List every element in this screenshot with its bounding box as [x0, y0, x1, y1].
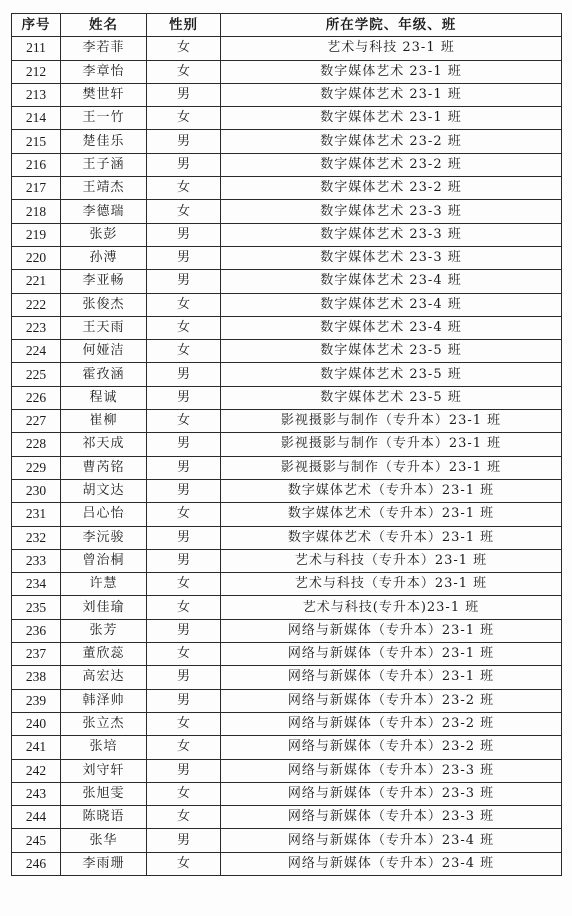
cell-class: 网络与新媒体（专升本）23-2 班 — [221, 736, 562, 759]
table-row — [12, 596, 562, 619]
table-row — [12, 782, 562, 805]
table-row — [12, 410, 562, 433]
cell-name: 张华 — [61, 829, 147, 852]
cell-gender: 男 — [147, 433, 221, 456]
cell-class: 艺术与科技(专升本)23-1 班 — [221, 596, 562, 619]
cell-name: 王靖杰 — [61, 177, 147, 200]
cell-gender: 女 — [147, 503, 221, 526]
cell-gender: 男 — [147, 456, 221, 479]
cell-gender: 男 — [147, 526, 221, 549]
table-row — [12, 526, 562, 549]
cell-class: 数字媒体艺术 23-1 班 — [221, 107, 562, 130]
cell-name: 曾治桐 — [61, 549, 147, 572]
cell-number: 222 — [12, 293, 61, 316]
cell-name: 张俊杰 — [61, 293, 147, 316]
cell-number: 215 — [12, 130, 61, 153]
cell-gender: 女 — [147, 736, 221, 759]
cell-number: 213 — [12, 83, 61, 106]
cell-class: 网络与新媒体（专升本）23-1 班 — [221, 619, 562, 642]
cell-name: 张旭雯 — [61, 782, 147, 805]
cell-class: 影视摄影与制作（专升本）23-1 班 — [221, 456, 562, 479]
table-row — [12, 829, 562, 852]
cell-number: 225 — [12, 363, 61, 386]
cell-gender: 男 — [147, 270, 221, 293]
table-row — [12, 736, 562, 759]
cell-gender: 女 — [147, 37, 221, 60]
cell-name: 刘守轩 — [61, 759, 147, 782]
cell-name: 崔柳 — [61, 410, 147, 433]
cell-number: 211 — [12, 37, 61, 60]
cell-class: 数字媒体艺术 23-3 班 — [221, 223, 562, 246]
cell-number: 219 — [12, 223, 61, 246]
table-row — [12, 712, 562, 735]
cell-name: 霍孜涵 — [61, 363, 147, 386]
cell-number: 229 — [12, 456, 61, 479]
cell-number: 228 — [12, 433, 61, 456]
cell-gender: 男 — [147, 829, 221, 852]
cell-gender: 男 — [147, 619, 221, 642]
cell-number: 221 — [12, 270, 61, 293]
cell-number: 240 — [12, 712, 61, 735]
cell-class: 艺术与科技（专升本）23-1 班 — [221, 549, 562, 572]
cell-gender: 男 — [147, 479, 221, 502]
table-row — [12, 573, 562, 596]
cell-class: 数字媒体艺术 23-2 班 — [221, 153, 562, 176]
table-row — [12, 549, 562, 572]
cell-number: 217 — [12, 177, 61, 200]
cell-gender: 男 — [147, 83, 221, 106]
cell-gender: 男 — [147, 363, 221, 386]
cell-number: 242 — [12, 759, 61, 782]
cell-name: 楚佳乐 — [61, 130, 147, 153]
cell-gender: 男 — [147, 689, 221, 712]
header-gender: 性别 — [147, 14, 221, 37]
table-row — [12, 107, 562, 130]
student-roster-table — [11, 13, 562, 876]
cell-class: 数字媒体艺术 23-5 班 — [221, 363, 562, 386]
cell-class: 网络与新媒体（专升本）23-1 班 — [221, 666, 562, 689]
cell-name: 李德瑞 — [61, 200, 147, 223]
cell-gender: 男 — [147, 759, 221, 782]
cell-gender: 女 — [147, 782, 221, 805]
table-row — [12, 479, 562, 502]
table-row — [12, 293, 562, 316]
table-header-row — [12, 14, 562, 37]
cell-class: 影视摄影与制作（专升本）23-1 班 — [221, 410, 562, 433]
cell-class: 数字媒体艺术（专升本）23-1 班 — [221, 503, 562, 526]
table-body — [12, 37, 562, 876]
table-row — [12, 363, 562, 386]
cell-gender: 女 — [147, 806, 221, 829]
cell-class: 数字媒体艺术 23-2 班 — [221, 177, 562, 200]
cell-number: 233 — [12, 549, 61, 572]
table-row — [12, 689, 562, 712]
cell-name: 董欣蕊 — [61, 643, 147, 666]
cell-name: 李沅骏 — [61, 526, 147, 549]
cell-number: 226 — [12, 386, 61, 409]
cell-name: 张立杰 — [61, 712, 147, 735]
table-row — [12, 246, 562, 269]
cell-name: 韩泽帅 — [61, 689, 147, 712]
header-number: 序号 — [12, 14, 61, 37]
cell-class: 网络与新媒体（专升本）23-3 班 — [221, 782, 562, 805]
cell-gender: 女 — [147, 107, 221, 130]
cell-number: 223 — [12, 316, 61, 339]
table-row — [12, 270, 562, 293]
cell-number: 232 — [12, 526, 61, 549]
cell-gender: 男 — [147, 223, 221, 246]
table-row — [12, 643, 562, 666]
cell-number: 227 — [12, 410, 61, 433]
cell-number: 212 — [12, 60, 61, 83]
table-row — [12, 433, 562, 456]
table-row — [12, 759, 562, 782]
cell-name: 何娅洁 — [61, 340, 147, 363]
table-row — [12, 60, 562, 83]
table-row — [12, 386, 562, 409]
table-row — [12, 37, 562, 60]
cell-number: 230 — [12, 479, 61, 502]
cell-number: 241 — [12, 736, 61, 759]
cell-class: 数字媒体艺术（专升本）23-1 班 — [221, 479, 562, 502]
table-row — [12, 223, 562, 246]
cell-class: 数字媒体艺术 23-4 班 — [221, 293, 562, 316]
cell-number: 239 — [12, 689, 61, 712]
table-row — [12, 666, 562, 689]
cell-class: 影视摄影与制作（专升本）23-1 班 — [221, 433, 562, 456]
cell-name: 刘佳瑜 — [61, 596, 147, 619]
cell-gender: 女 — [147, 596, 221, 619]
cell-gender: 女 — [147, 573, 221, 596]
cell-name: 陈晓语 — [61, 806, 147, 829]
cell-name: 吕心怡 — [61, 503, 147, 526]
cell-class: 艺术与科技（专升本）23-1 班 — [221, 573, 562, 596]
cell-number: 231 — [12, 503, 61, 526]
cell-gender: 女 — [147, 410, 221, 433]
cell-number: 218 — [12, 200, 61, 223]
table-row — [12, 456, 562, 479]
cell-name: 王天雨 — [61, 316, 147, 339]
cell-number: 244 — [12, 806, 61, 829]
cell-gender: 女 — [147, 316, 221, 339]
cell-name: 樊世轩 — [61, 83, 147, 106]
table-row — [12, 130, 562, 153]
cell-class: 网络与新媒体（专升本）23-2 班 — [221, 689, 562, 712]
cell-number: 235 — [12, 596, 61, 619]
cell-gender: 男 — [147, 246, 221, 269]
cell-name: 李若菲 — [61, 37, 147, 60]
cell-number: 214 — [12, 107, 61, 130]
cell-name: 程诚 — [61, 386, 147, 409]
cell-class: 网络与新媒体（专升本）23-1 班 — [221, 643, 562, 666]
cell-gender: 女 — [147, 852, 221, 875]
table-row — [12, 852, 562, 875]
header-name: 姓名 — [61, 14, 147, 37]
cell-number: 246 — [12, 852, 61, 875]
cell-gender: 女 — [147, 200, 221, 223]
cell-gender: 女 — [147, 293, 221, 316]
cell-class: 网络与新媒体（专升本）23-3 班 — [221, 759, 562, 782]
cell-class: 数字媒体艺术 23-1 班 — [221, 83, 562, 106]
cell-gender: 女 — [147, 712, 221, 735]
cell-name: 张培 — [61, 736, 147, 759]
cell-number: 236 — [12, 619, 61, 642]
cell-gender: 男 — [147, 549, 221, 572]
cell-class: 数字媒体艺术 23-5 班 — [221, 340, 562, 363]
cell-gender: 女 — [147, 60, 221, 83]
cell-number: 220 — [12, 246, 61, 269]
cell-name: 李章怡 — [61, 60, 147, 83]
cell-number: 238 — [12, 666, 61, 689]
table-row — [12, 340, 562, 363]
cell-class: 数字媒体艺术 23-4 班 — [221, 270, 562, 293]
cell-gender: 女 — [147, 177, 221, 200]
cell-name: 王一竹 — [61, 107, 147, 130]
table-row — [12, 177, 562, 200]
cell-class: 艺术与科技 23-1 班 — [221, 37, 562, 60]
cell-name: 李亚畅 — [61, 270, 147, 293]
cell-class: 数字媒体艺术 23-1 班 — [221, 60, 562, 83]
cell-gender: 女 — [147, 643, 221, 666]
table-row — [12, 153, 562, 176]
cell-class: 网络与新媒体（专升本）23-3 班 — [221, 806, 562, 829]
cell-number: 234 — [12, 573, 61, 596]
cell-name: 祁天成 — [61, 433, 147, 456]
table-row — [12, 619, 562, 642]
cell-number: 245 — [12, 829, 61, 852]
cell-gender: 男 — [147, 666, 221, 689]
table-row — [12, 316, 562, 339]
cell-class: 数字媒体艺术 23-5 班 — [221, 386, 562, 409]
cell-name: 张彭 — [61, 223, 147, 246]
table-row — [12, 806, 562, 829]
table-row — [12, 200, 562, 223]
cell-name: 曹芮铭 — [61, 456, 147, 479]
cell-name: 张芳 — [61, 619, 147, 642]
cell-class: 网络与新媒体（专升本）23-2 班 — [221, 712, 562, 735]
cell-name: 许慧 — [61, 573, 147, 596]
cell-class: 网络与新媒体（专升本）23-4 班 — [221, 829, 562, 852]
cell-name: 高宏达 — [61, 666, 147, 689]
cell-class: 数字媒体艺术（专升本）23-1 班 — [221, 526, 562, 549]
cell-gender: 男 — [147, 130, 221, 153]
cell-class: 数字媒体艺术 23-3 班 — [221, 200, 562, 223]
cell-name: 王子涵 — [61, 153, 147, 176]
cell-number: 237 — [12, 643, 61, 666]
table-row — [12, 83, 562, 106]
cell-class: 数字媒体艺术 23-4 班 — [221, 316, 562, 339]
cell-gender: 男 — [147, 386, 221, 409]
cell-name: 孙溥 — [61, 246, 147, 269]
cell-name: 胡文达 — [61, 479, 147, 502]
cell-class: 数字媒体艺术 23-3 班 — [221, 246, 562, 269]
cell-class: 数字媒体艺术 23-2 班 — [221, 130, 562, 153]
header-college-grade-class: 所在学院、年级、班 — [221, 14, 562, 37]
cell-number: 216 — [12, 153, 61, 176]
cell-name: 李雨珊 — [61, 852, 147, 875]
cell-class: 网络与新媒体（专升本）23-4 班 — [221, 852, 562, 875]
cell-number: 243 — [12, 782, 61, 805]
cell-gender: 男 — [147, 153, 221, 176]
table-row — [12, 503, 562, 526]
cell-number: 224 — [12, 340, 61, 363]
cell-gender: 女 — [147, 340, 221, 363]
